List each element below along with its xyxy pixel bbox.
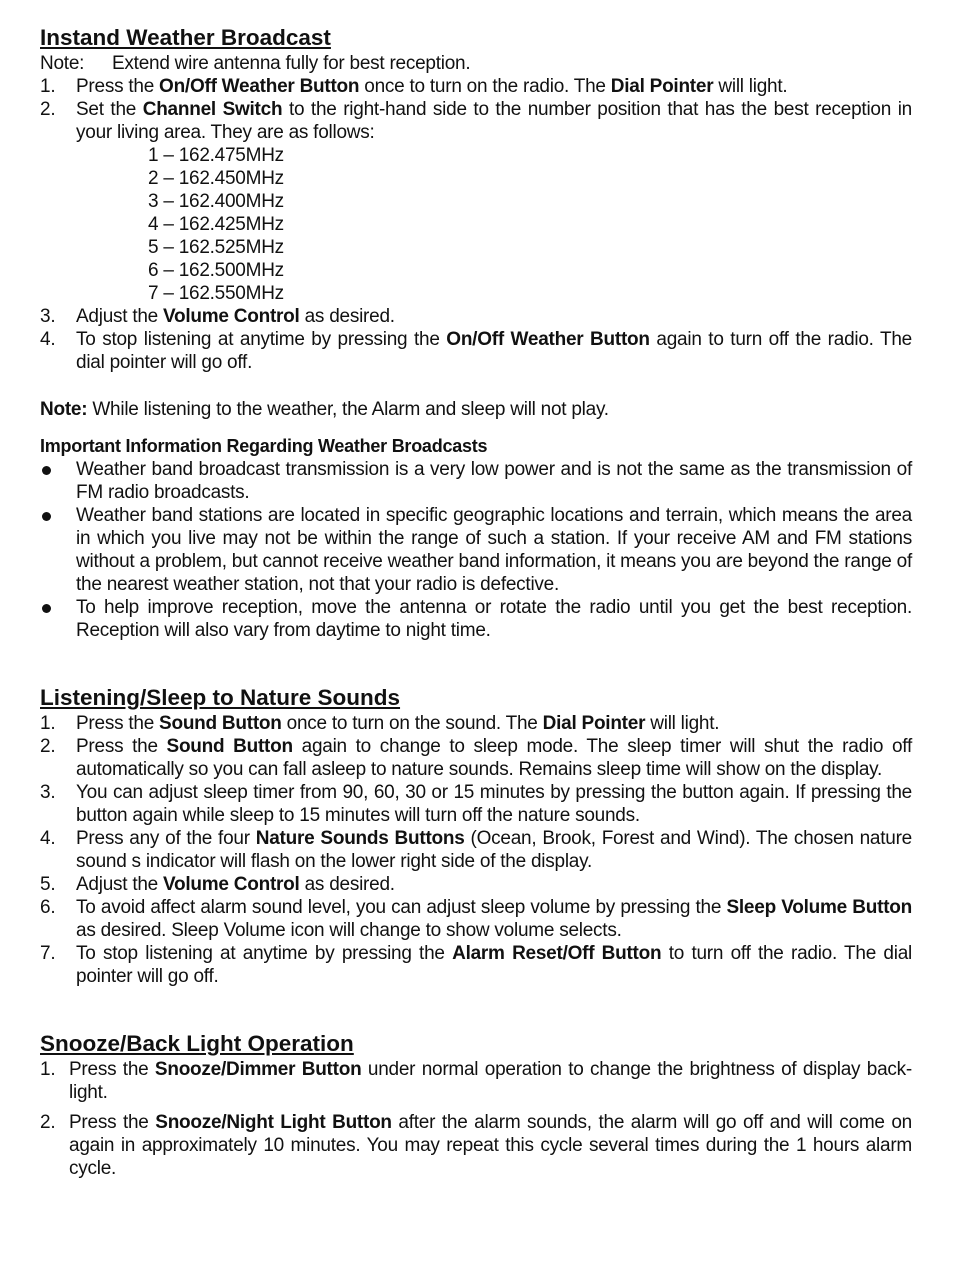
bullet-dot-icon (42, 604, 51, 613)
step-number: 5. (40, 874, 56, 895)
text-run: to turn off the radio. The dial pointer will go off. (76, 943, 912, 987)
step-text (76, 874, 395, 895)
step-number: 1. (40, 713, 56, 734)
nature-step (40, 712, 912, 735)
bold-term: On/Off Weather Button (446, 329, 650, 350)
text-run: Adjust the (76, 874, 164, 895)
bullet-item (40, 596, 912, 642)
bullet-text: Weather band stations are located in specific geographic locations and terrain, which means the area in which you live may not be within the range of such a station. If your receive AM and FM stations without a problem, but cannot receive weather band information, it means you are beyond the range of the nearest weather station, not that your radio is defective. (76, 505, 912, 595)
weather-note-2 (40, 398, 912, 421)
text-run: to the right-hand side to the number position that has the best reception in your living area. They are as follows: (76, 99, 912, 143)
nature-step (40, 781, 912, 827)
text-run: (Ocean, Brook, Forest and Wind). The chosen nature sound s indicator will flash on the lower right side of the display. (76, 828, 912, 872)
text-run: as desired. (299, 306, 395, 327)
weather-step (40, 75, 912, 98)
bold-term: Dial Pointer (610, 76, 714, 97)
weather-steps (40, 75, 912, 374)
step-number: 2. (40, 99, 56, 120)
channel-item: 7 – 162.550MHz (148, 283, 284, 304)
bold-term: Snooze/Night Light Button (155, 1112, 392, 1133)
channel-item: 6 – 162.500MHz (148, 260, 284, 281)
text-run: You can adjust sleep timer from 90, 60, 30 or 15 minutes by pressing the button again. If pressing the button again while sleep to 15 minutes will turn off the nature sounds. (76, 782, 912, 826)
step-text (76, 306, 395, 327)
weather-section-title: Instand Weather Broadcast (40, 25, 331, 50)
bold-term: Sleep Volume Button (726, 897, 912, 918)
nature-steps (40, 712, 912, 988)
text-run: To avoid affect alarm sound level, you can adjust sleep volume by pressing the (76, 897, 727, 918)
nature-step (40, 827, 912, 873)
bold-term: Volume Control (163, 874, 300, 895)
bullet-dot-icon (42, 512, 51, 521)
bullet-text: Weather band broadcast transmission is a very low power and is not the same as the transmission of FM radio broadcasts. (76, 459, 912, 503)
text-run: will light. (713, 76, 788, 97)
snooze-steps (40, 1058, 912, 1180)
text-run: again to change to sleep mode. The sleep timer will shut the radio off automatically so you can fall asleep to nature sounds. Remains sleep time will show on the display. (76, 736, 912, 780)
step-number: 3. (40, 306, 56, 327)
bold-term: Channel Switch (142, 99, 283, 120)
manual-page (40, 24, 912, 1187)
step-text (76, 943, 912, 987)
text-run: as desired. (299, 874, 395, 895)
step-text (76, 736, 912, 780)
snooze-step (40, 1111, 912, 1180)
weather-note-2-label: Note: (40, 399, 88, 420)
bullet-item (40, 504, 912, 596)
text-run: Press the (76, 736, 167, 757)
step-text (76, 99, 912, 143)
channel-item: 5 – 162.525MHz (148, 237, 284, 258)
snooze-section-title: Snooze/Back Light Operation (40, 1031, 354, 1056)
text-run: will light. (645, 713, 720, 734)
channel-list (76, 144, 912, 305)
text-run: To stop listening at anytime by pressing the (76, 943, 453, 964)
weather-step (40, 98, 912, 305)
text-run: Press any of the four (76, 828, 256, 849)
step-text (76, 828, 912, 872)
bold-term: Dial Pointer (542, 713, 646, 734)
weather-step (40, 328, 912, 374)
text-run: after the alarm sounds, the alarm will go off and will come on again in approximately 10 minutes. You may repeat this cycle several times during the 1 hours alarm cycle. (69, 1112, 912, 1179)
step-text (76, 713, 719, 734)
bold-term: Sound Button (159, 713, 282, 734)
text-run: Press the (76, 76, 160, 97)
step-number: 2. (40, 1112, 56, 1133)
important-info-heading: Important Information Regarding Weather Broadcasts (40, 436, 488, 456)
text-run: under normal operation to change the brightness of display back-light. (69, 1059, 912, 1103)
step-number: 7. (40, 943, 56, 964)
bold-term: Sound Button (166, 736, 293, 757)
step-text (76, 329, 912, 373)
step-number: 4. (40, 329, 56, 350)
nature-step (40, 873, 912, 896)
bold-term: Alarm Reset/Off Button (452, 943, 662, 964)
snooze-step (40, 1058, 912, 1104)
step-number: 1. (40, 76, 56, 97)
step-number: 3. (40, 782, 56, 803)
weather-note-text: Extend wire antenna fully for best reception. (112, 53, 471, 74)
channel-item: 4 – 162.425MHz (148, 214, 284, 235)
text-run: Press the (69, 1112, 156, 1133)
step-text (76, 782, 912, 826)
step-text (76, 897, 912, 941)
channel-item: 1 – 162.475MHz (148, 145, 284, 166)
weather-note-label: Note: (40, 53, 85, 74)
bold-term: Snooze/Dimmer Button (154, 1059, 362, 1080)
bullet-text: To help improve reception, move the antenna or rotate the radio until you get the best reception. Reception will also vary from daytime to night time. (76, 597, 912, 641)
step-text (76, 76, 787, 97)
important-info-list (40, 458, 912, 642)
text-run: once to turn on the radio. The (359, 76, 611, 97)
step-number: 6. (40, 897, 56, 918)
text-run: Set the (76, 99, 143, 120)
weather-note-2-text: While listening to the weather, the Alarm and sleep will not play. (87, 399, 609, 420)
channel-item: 3 – 162.400MHz (148, 191, 284, 212)
bold-term: Volume Control (163, 306, 300, 327)
step-number: 2. (40, 736, 56, 757)
nature-step (40, 735, 912, 781)
bullet-dot-icon (42, 466, 51, 475)
text-run: To stop listening at anytime by pressing the (76, 329, 447, 350)
text-run: again to turn off the radio. The dial pointer will go off. (76, 329, 912, 373)
step-text (69, 1059, 912, 1103)
text-run: Press the (76, 713, 160, 734)
step-number: 4. (40, 828, 56, 849)
text-run: once to turn on the sound. The (281, 713, 543, 734)
channel-item: 2 – 162.450MHz (148, 168, 284, 189)
weather-note (40, 52, 912, 75)
bold-term: Nature Sounds Buttons (255, 828, 465, 849)
nature-step (40, 942, 912, 988)
step-text (69, 1112, 912, 1179)
weather-step (40, 305, 912, 328)
step-number: 1. (40, 1059, 56, 1080)
bold-term: On/Off Weather Button (159, 76, 360, 97)
text-run: Press the (69, 1059, 155, 1080)
nature-section-title: Listening/Sleep to Nature Sounds (40, 685, 401, 710)
nature-step (40, 896, 912, 942)
text-run: as desired. Sleep Volume icon will change to show volume selects. (76, 920, 622, 941)
bullet-item (40, 458, 912, 504)
text-run: Adjust the (76, 306, 164, 327)
